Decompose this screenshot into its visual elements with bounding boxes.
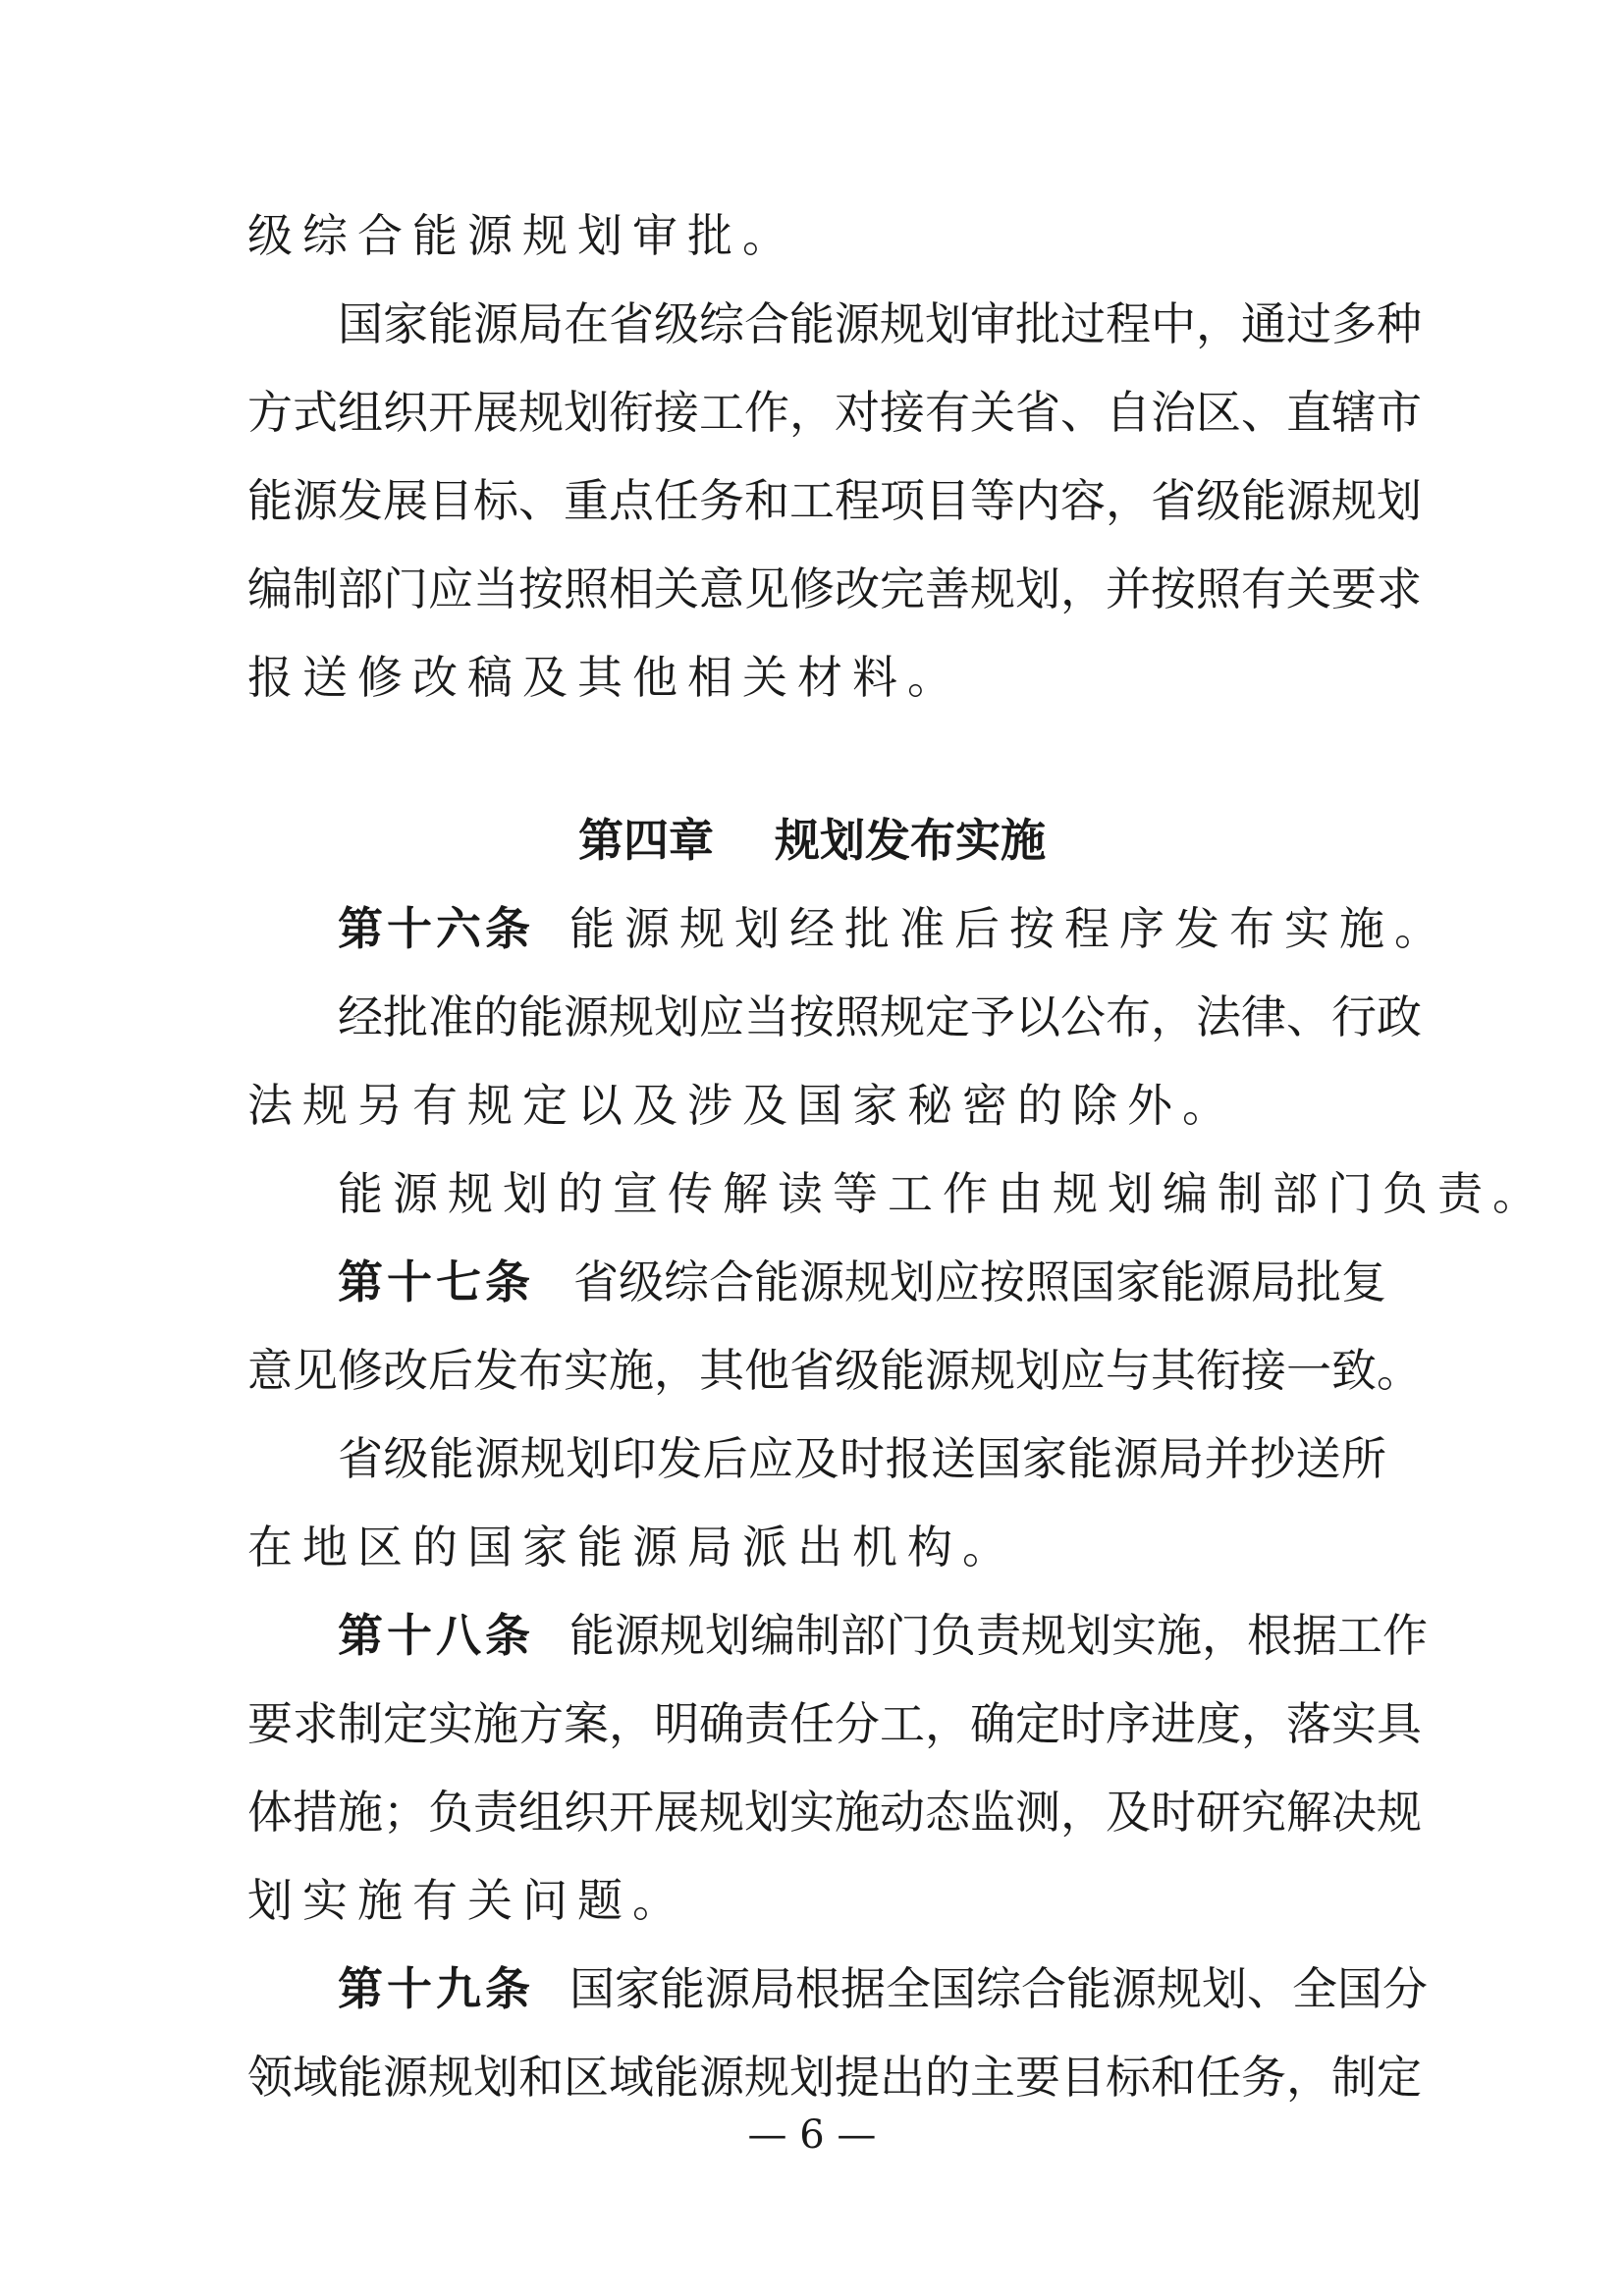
chapter-heading [0, 813, 1624, 868]
paragraph-line: 省 级 能 源 规 划 印 发 后 应 及 时 报 送 国 家 能 源 局 并 抄 送 所 [338, 1432, 1386, 1485]
paragraph-line: 能源规划的宣传解读等工作由规划编制部门负责。 [338, 1167, 1547, 1220]
paragraph-line: 在地区的国家能源局派出机构。 [247, 1521, 1017, 1574]
paragraph-line: 领 域 能 源 规 划 和 区 域 能 源 规 划 提 出 的 主 要 目 标 和 任 务 ， 制 定 [247, 2051, 1422, 2104]
paragraph-line: 要 求 制 定 实 施 方 案 ， 明 确 责 任 分 工 ， 确 定 时 序 进 度 ， 落 实 具 [247, 1697, 1422, 1750]
paragraph-line: 编 制 部 门 应 当 按 照 相 关 意 见 修 改 完 善 规 划 ， 并 按 照 有 关 要 求 [247, 562, 1422, 615]
article-line [338, 1961, 1428, 2016]
paragraph-line: 方 式 组 织 开 展 规 划 衔 接 工 作 ， 对 接 有 关 省 、 自 治 区 、 直 辖 市 [247, 386, 1422, 439]
article-text: 省级综合能源规划应按照国家能源局批复 [573, 1255, 1386, 1308]
article-text: 能源规划经批准后按程序发布实施。 [569, 902, 1449, 955]
article-label: 第十八条 [338, 1609, 534, 1662]
paragraph-line: 国 家 能 源 局 在 省 级 综 合 能 源 规 划 审 批 过 程 中 ， 通 过 多 种 [338, 297, 1422, 350]
chapter-title: 规划发布实施 [775, 814, 1046, 867]
paragraph-line: 报送修改稿及其他相关材料。 [247, 651, 962, 704]
article-line [338, 1608, 1428, 1663]
article-line [338, 1255, 1386, 1309]
article-text: 能源规划编制部门负责规划实施，根据工作 [569, 1609, 1428, 1662]
paragraph-line: 体 措 施 ； 负 责 组 织 开 展 规 划 实 施 动 态 监 测 ， 及 时 研 究 解 决 规 [247, 1786, 1422, 1839]
article-label: 第十六条 [338, 902, 534, 955]
page-number: — 6 — [747, 2112, 877, 2158]
paragraph-line: 能 源 发 展 目 标 、 重 点 任 务 和 工 程 项 目 等 内 容 ， 省 级 能 源 规 划 [247, 474, 1422, 527]
article-label: 第十七条 [338, 1255, 534, 1308]
article-line [338, 901, 1449, 956]
paragraph-line: 经 批 准 的 能 源 规 划 应 当 按 照 规 定 予 以 公 布 ， 法 律 、 行 政 [338, 990, 1422, 1043]
paragraph-line: 意 见 修 改 后 发 布 实 施 ， 其 他 省 级 能 源 规 划 应 与 其 衔 接 一 致 。 [247, 1344, 1422, 1397]
article-label: 第十九条 [338, 1962, 534, 2015]
paragraph-line: 法规另有规定以及涉及国家秘密的除外。 [247, 1079, 1237, 1132]
paragraph-line: 划实施有关问题。 [247, 1874, 687, 1927]
chapter-number: 第四章 [578, 814, 714, 867]
paragraph-line: 级综合能源规划审批。 [247, 209, 797, 262]
article-text: 国家能源局根据全国综合能源规划、全国分 [569, 1962, 1428, 2015]
